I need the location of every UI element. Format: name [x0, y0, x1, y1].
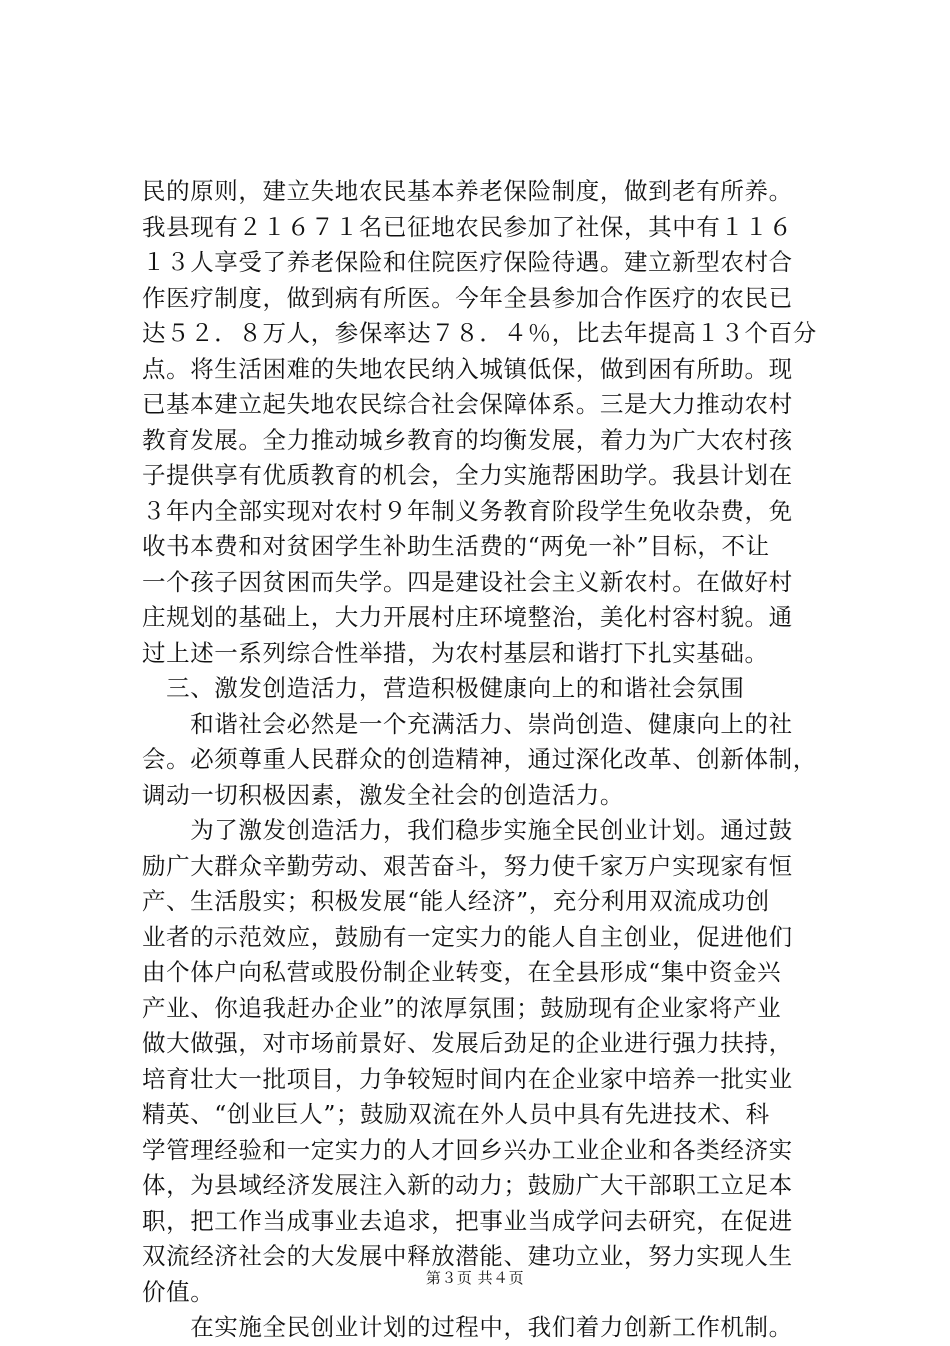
- text-line: 达５２．８万人，参保率达７８．４％，比去年提高１３个百分: [142, 319, 817, 347]
- text-line: 子提供享有优质教育的机会，全力实施帮困助学。我县计划在: [142, 461, 793, 489]
- text-line: 调动一切积极因素，激发全社会的创造活力。: [142, 780, 624, 809]
- text-line: 培育壮大一批项目，力争较短时间内在企业家中培养一批实业: [142, 1064, 793, 1093]
- text-line: 双流经济社会的大发展中释放潜能、建功立业，努力实现人生: [142, 1242, 793, 1270]
- text-line: 精英、“创业巨人”；鼓励双流在外人员中具有先进技术、科: [142, 1100, 770, 1128]
- text-line: 励广大群众辛勤劳动、艰苦奋斗，努力使千家万户实现家有恒: [142, 851, 793, 880]
- text-line: 价值。: [142, 1277, 215, 1306]
- text-line: 职，把工作当成事业去追求，把事业当成学问去研究，在促进: [142, 1206, 793, 1235]
- text-line: 民的原则，建立失地农民基本养老保险制度，做到老有所养。: [142, 177, 793, 205]
- text-line: 作医疗制度，做到病有所医。今年全县参加合作医疗的农民已: [142, 283, 793, 312]
- body-text: [142, 174, 842, 1346]
- text-line: 为了激发创造活力，我们稳步实施全民创业计划。通过鼓: [142, 816, 793, 844]
- text-line: 在实施全民创业计划的过程中，我们着力创新工作机制。: [142, 1313, 793, 1341]
- text-line: 做大做强，对市场前景好、发展后劲足的企业进行强力扶持，: [142, 1029, 793, 1057]
- text-line: 收书本费和对贫困学生补助生活费的“两免一补”目标，不让: [142, 532, 770, 560]
- text-line: 庄规划的基础上，大力开展村庄环境整治，美化村容村貌。通: [142, 603, 793, 631]
- text-line: 由个体户向私营或股份制企业转变，在全县形成“集中资金兴: [142, 958, 782, 986]
- text-line: 产业、你追我赶办企业”的浓厚氛围；鼓励现有企业家将产业: [142, 993, 782, 1022]
- text-line: 我县现有２１６７１名已征地农民参加了社保，其中有１１６: [142, 212, 793, 241]
- text-line: ３年内全部实现对农村９年制义务教育阶段学生免收杂费，免: [142, 496, 793, 525]
- text-line: 业者的示范效应，鼓励有一定实力的能人自主创业，促进他们: [142, 922, 793, 951]
- text-line: 点。将生活困难的失地农民纳入城镇低保，做到困有所助。现: [142, 354, 793, 383]
- text-line: 会。必须尊重人民群众的创造精神，通过深化改革、创新体制，: [142, 745, 817, 773]
- text-line: 学管理经验和一定实力的人才回乡兴办工业企业和各类经济实: [142, 1135, 793, 1164]
- text-line: 教育发展。全力推动城乡教育的均衡发展，着力为广大农村孩: [142, 425, 793, 454]
- text-line: 过上述一系列综合性举措，为农村基层和谐打下扎实基础。: [142, 638, 769, 667]
- text-line: 三、激发创造活力，营造积极健康向上的和谐社会氛围: [142, 674, 745, 702]
- page-footer: 第３页 共４页: [425, 1269, 525, 1287]
- text-line: 和谐社会必然是一个充满活力、崇尚创造、健康向上的社: [142, 709, 793, 738]
- text-line: 体，为县域经济发展注入新的动力；鼓励广大干部职工立足本: [142, 1171, 793, 1199]
- text-line: 一个孩子因贫困而失学。四是建设社会主义新农村。在做好村: [142, 567, 793, 596]
- text-line: 产、生活殷实；积极发展“能人经济”，充分利用双流成功创: [142, 887, 770, 915]
- text-line: 已基本建立起失地农民综合社会保障体系。三是大力推动农村: [142, 390, 793, 418]
- text-line: １３人享受了养老保险和住院医疗保险待遇。建立新型农村合: [142, 248, 793, 276]
